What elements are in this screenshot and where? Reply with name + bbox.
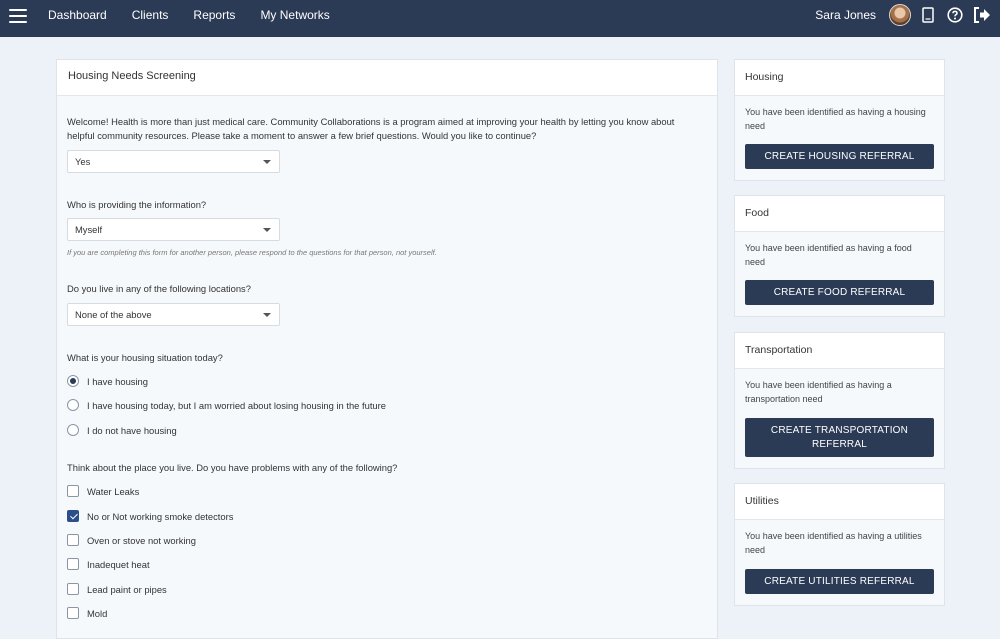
chevron-down-icon: [263, 160, 271, 164]
form-title: Housing Needs Screening: [57, 60, 717, 96]
referral-title: Transportation: [735, 333, 944, 369]
checkbox-smoke-detectors[interactable]: [67, 510, 233, 522]
checkbox-mold[interactable]: [67, 607, 107, 619]
referral-text: You have been identified as having a food need: [745, 243, 912, 267]
radio-worried-losing-housing[interactable]: [67, 399, 386, 411]
question-provider: Who is providing the information?: [67, 199, 207, 210]
question-locations: Do you live in any of the following locations?: [67, 283, 251, 294]
logout-icon[interactable]: [973, 6, 991, 24]
radio-no-housing[interactable]: [67, 424, 177, 436]
checkbox-label: Water Leaks: [87, 485, 140, 497]
checkbox[interactable]: [67, 583, 79, 595]
referral-title: Housing: [735, 60, 944, 96]
create-utilities-referral-button[interactable]: CREATE UTILITIES REFERRAL: [745, 569, 934, 594]
checkbox[interactable]: [67, 510, 79, 522]
create-food-referral-button[interactable]: CREATE FOOD REFERRAL: [745, 280, 934, 305]
nav-reports[interactable]: Reports: [193, 8, 236, 22]
checkbox-inadequate-heat[interactable]: [67, 558, 150, 570]
top-navbar: [0, 0, 1000, 37]
main-nav: [48, 0, 355, 30]
radio-button[interactable]: [67, 399, 79, 411]
provider-select[interactable]: [67, 218, 280, 241]
document-icon[interactable]: [919, 6, 937, 24]
question-housing-problems: Think about the place you live. Do you have problems with any of the following?: [67, 462, 398, 473]
checkbox[interactable]: [67, 534, 79, 546]
continue-select-value: Yes: [75, 156, 91, 167]
locations-select[interactable]: [67, 303, 280, 326]
checkbox-oven-stove[interactable]: [67, 534, 196, 546]
checkbox-lead-paint[interactable]: [67, 583, 167, 595]
checkbox[interactable]: [67, 485, 79, 497]
checkbox-label: Lead paint or pipes: [87, 583, 167, 595]
create-transportation-referral-button[interactable]: CREATE TRANSPORTATION REFERRAL: [745, 418, 934, 457]
referral-text: You have been identified as having a housing need: [745, 107, 926, 131]
radio-label: I have housing: [87, 375, 148, 387]
referral-text: You have been identified as having a transportation need: [745, 380, 892, 404]
referral-title: Food: [735, 196, 944, 232]
referral-card-housing: [734, 59, 945, 181]
question-welcome: Welcome! Health is more than just medical care. Community Collaborations is a program aimed at improving your health by letting you know about helpful community resources. Please take a moment to answer a few brief questions. Would you like to continue?: [67, 116, 675, 141]
checkbox[interactable]: [67, 558, 79, 570]
question-housing-situation: What is your housing situation today?: [67, 352, 223, 363]
checkbox-label: Oven or stove not working: [87, 534, 196, 546]
radio-have-housing[interactable]: [67, 375, 148, 387]
chevron-down-icon: [263, 228, 271, 232]
referral-card-food: [734, 195, 945, 317]
checkbox-label: No or Not working smoke detectors: [87, 510, 234, 522]
referral-title: Utilities: [735, 484, 944, 520]
referral-text: You have been identified as having a utilities need: [745, 531, 922, 555]
radio-label: I do not have housing: [87, 424, 177, 436]
hamburger-menu-icon[interactable]: [9, 9, 27, 23]
nav-clients[interactable]: Clients: [131, 8, 169, 22]
radio-button[interactable]: [67, 424, 79, 436]
provider-hint: If you are completing this form for another person, please respond to the questions for that person, not yourself.: [67, 248, 437, 257]
avatar[interactable]: [889, 4, 911, 26]
locations-select-value: None of the above: [75, 309, 152, 320]
user-area: [815, 0, 1000, 30]
radio-label: I have housing today, but I am worried about losing housing in the future: [87, 399, 386, 411]
help-icon[interactable]: [946, 6, 964, 24]
create-housing-referral-button[interactable]: CREATE HOUSING REFERRAL: [745, 144, 934, 169]
checkbox[interactable]: [67, 607, 79, 619]
checkbox-water-leaks[interactable]: [67, 485, 139, 497]
checkbox-label: Inadequet heat: [87, 558, 150, 570]
nav-my-networks[interactable]: My Networks: [260, 8, 330, 22]
referral-card-utilities: [734, 483, 945, 606]
provider-select-value: Myself: [75, 224, 103, 235]
user-name[interactable]: Sara Jones: [815, 8, 876, 22]
nav-dashboard[interactable]: Dashboard: [48, 8, 107, 22]
continue-select[interactable]: [67, 150, 280, 173]
housing-screening-card: [56, 59, 718, 639]
referral-card-transportation: [734, 332, 945, 469]
radio-button[interactable]: [67, 375, 79, 387]
chevron-down-icon: [263, 313, 271, 317]
checkbox-label: Mold: [87, 607, 108, 619]
